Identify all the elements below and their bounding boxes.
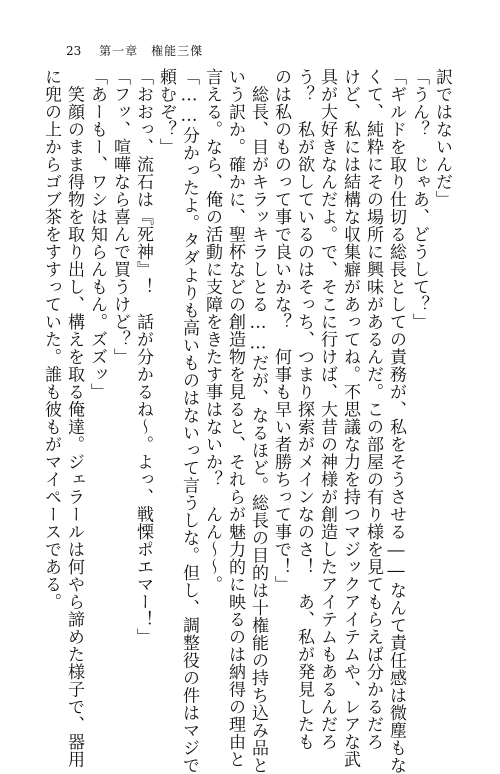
text-column: 総長、目がキラッキラしとる……だが、なるほど。総長の目的は十権能の持ち込み品と [248, 68, 268, 774]
text-column: 言える。なら、俺の活動に支障をきたす事はないか？ んん～～。 [202, 68, 222, 593]
text-column: のは私のものって事で良いかな？ 何事も早い者勝ちって事で！」 [271, 68, 291, 593]
text-column: 「うん？ じゃあ、どうして？」 [409, 68, 429, 331]
chapter-title: 第一章 権能三傑 [99, 44, 204, 58]
text-column: に兜の上からゴブ茶をすすっていた。誰も彼もがマイペースである。 [41, 68, 61, 611]
text-column: 頼むぞ？」 [156, 68, 176, 156]
text-column: いう訳か。確かに、聖杯などの創造物を見ると、それらが魅力的に映るのは納得の理由と [225, 68, 245, 768]
vertical-text-body [41, 68, 452, 774]
text-column: 「ギルドを取り仕切る総長としての責務が、私をそうさせる――なんて責任感は微塵もな [386, 68, 406, 774]
text-column: くて、純粋にその場所に興味があるんだ。この部屋の有り様を見てもらえば分かるだろ [363, 68, 383, 751]
page-number: 23 [66, 44, 82, 58]
text-column: 「……分かったよ。タダよりも高いものはないって言うしな。但し、調整役の件はマジで [179, 68, 199, 774]
text-column: 「おおっ、流石は『死神』！ 話が分かるね～。よっ、戦慄ポエマー！」 [133, 68, 153, 646]
running-header [66, 42, 203, 59]
text-column: 訳ではないんだ」 [432, 68, 452, 208]
text-column: 笑顔のまま得物を取り出し、構えを取る俺達。ジェラールは何やら諦めた様子で、器用 [64, 68, 84, 768]
text-column: う？ 私が欲しているのはそっち、つまり探索がメインなのさ！ あ、私が発見したも [294, 68, 314, 751]
text-column: 「フッ、喧嘩なら喜んで買うけど？」 [110, 68, 130, 366]
text-column: けど、私には結構な収集癖があってね。不思議な力を持つマジックアイテムや、レアな武 [340, 68, 360, 768]
text-column: 具が大好きなんだよ。で、そこに行けば、大昔の神様が創造したアイテムもあるんだろ [317, 68, 337, 751]
text-column: 「あーもー、ワシは知らんもん。ズズッ」 [87, 68, 107, 401]
